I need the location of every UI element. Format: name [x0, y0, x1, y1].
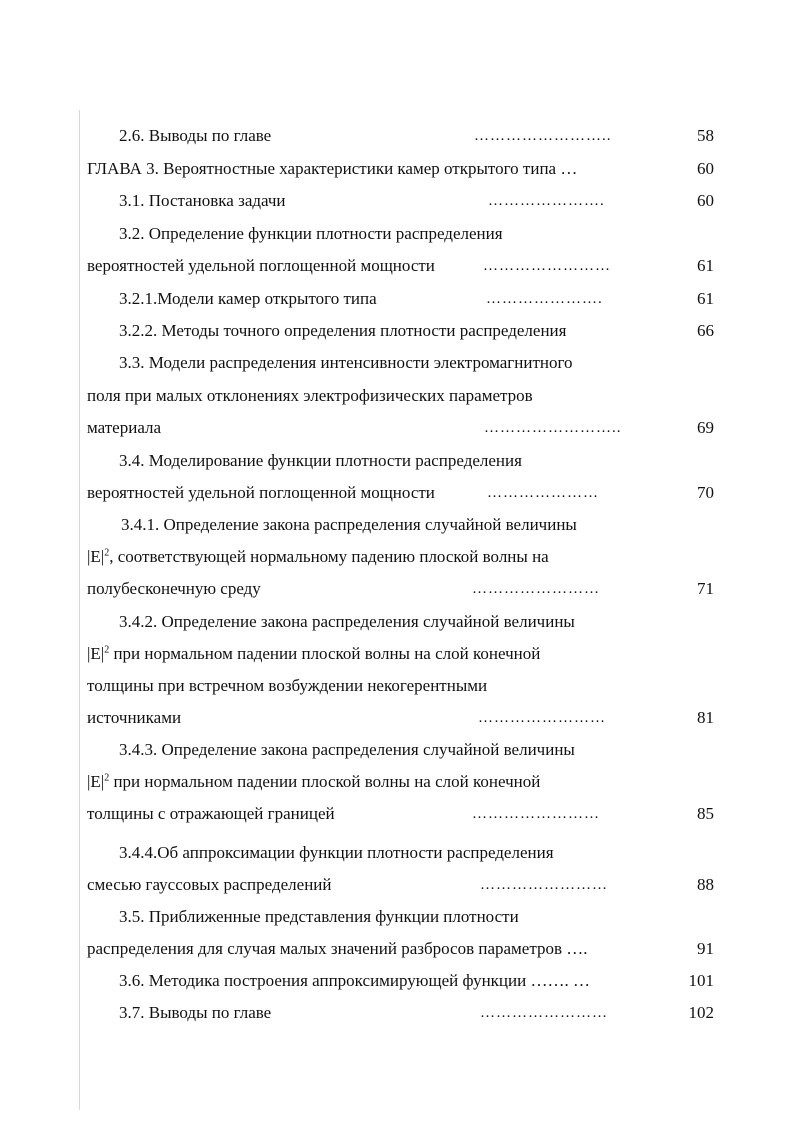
toc-entry-3-1-leader: ………………….	[488, 193, 605, 209]
toc-entry-3-5-line1: 3.5. Приближенные представления функции плотности	[119, 907, 519, 926]
toc-entry-3-4-3-line3: толщины с отражающей границей	[87, 804, 335, 823]
toc-entry-3-7-title: 3.7. Выводы по главе	[119, 1003, 272, 1022]
toc-entry-3-4-2-line2-text: при нормальном падении плоской волны на слой конечной	[109, 644, 541, 663]
toc-entry-3-1-title: 3.1. Постановка задачи	[119, 191, 286, 210]
toc-entry-3-2-leader: ……………………	[483, 258, 611, 274]
toc-entry-3-1-page: 60	[697, 191, 714, 210]
toc-entry-3-2-2-page: 66	[697, 321, 714, 340]
toc-entry-3-4-1-page: 71	[697, 579, 714, 598]
toc-entry-3-4-1-line3: полубесконечную среду	[87, 579, 261, 598]
superscript-2: 2	[104, 644, 110, 656]
toc-entry-3-3-leader: ……………………..	[484, 420, 622, 436]
superscript-2: 2	[104, 772, 110, 784]
toc-entry-3-4-3-line2-text: при нормальном падении плоской волны на слой конечной	[109, 772, 541, 791]
toc-entry-3-4-4-page: 88	[697, 875, 714, 894]
toc-entry-3-4-3-page: 85	[697, 804, 714, 823]
toc-entry-3-4-1-leader: ……………………	[472, 581, 600, 597]
toc-entry-3-4-line2: вероятностей удельной поглощенной мощности	[87, 483, 435, 502]
toc-entry-3-4-1-line2	[87, 543, 549, 571]
toc-entry-3-4-2-line2	[87, 640, 540, 668]
toc-entry-3-4-2-page: 81	[697, 708, 714, 727]
toc-entry-3-4-line1: 3.4. Моделирование функции плотности распределения	[119, 451, 522, 470]
toc-entry-3-3-line1: 3.3. Модели распределения интенсивности электромагнитного	[119, 353, 573, 372]
toc-entry-3-4-1-line1: 3.4.1. Определение закона распределения случайной величины	[121, 515, 577, 534]
toc-entry-3-6-page: 101	[688, 971, 714, 990]
toc-entry-3-3-line3: материала	[87, 418, 162, 437]
toc-entry-2-6-title: 2.6. Выводы по главе	[119, 126, 272, 145]
toc-entry-3-5-line2: распределения для случая малых значений разбросов параметров ….	[87, 939, 588, 958]
toc-entry-2-6-page: 58	[697, 126, 714, 145]
toc-entry-3-2-line2: вероятностей удельной поглощенной мощности	[87, 256, 435, 275]
toc-entry-3-2-2-title: 3.2.2. Методы точного определения плотности распределения	[119, 321, 567, 340]
toc-entry-3-4-4-leader: ……………………	[480, 877, 608, 893]
toc-entry-3-3-page: 69	[697, 418, 714, 437]
toc-entry-3-2-line1: 3.2. Определение функции плотности распределения	[119, 224, 503, 243]
toc-chapter-3-title: ГЛАВА 3. Вероятностные характеристики камер открытого типа …	[87, 159, 578, 178]
toc-entry-3-4-leader: …………………	[487, 485, 599, 501]
toc-entry-3-4-2-line1: 3.4.2. Определение закона распределения случайной величины	[119, 612, 575, 631]
toc-entry-3-4-2-line3: толщины при встречном возбуждении некогерентными	[87, 676, 488, 695]
toc-entry-3-4-3-leader: ……………………	[472, 806, 600, 822]
toc-entry-3-4-3-line2	[87, 768, 540, 796]
toc-entry-2-6-leader: ……………………..	[474, 128, 612, 144]
toc-entry-3-5-page: 91	[697, 939, 714, 958]
toc-entry-3-2-1-page: 61	[697, 289, 714, 308]
toc-entry-3-6-title: 3.6. Методика построения аппроксимирующей функции ……. …	[119, 971, 590, 990]
toc-entry-3-2-page: 61	[697, 256, 714, 275]
toc-entry-3-7-page: 102	[688, 1003, 714, 1022]
abs-e-symbol: |E|	[87, 772, 105, 791]
toc-entry-3-4-4-line1: 3.4.4.Об аппроксимации функции плотности распределения	[119, 843, 554, 862]
toc-entry-3-4-page: 70	[697, 483, 714, 502]
abs-e-symbol: |E|	[87, 547, 105, 566]
toc-entry-3-4-4-line2: смесью гауссовых распределений	[87, 875, 332, 894]
toc-entry-3-4-2-line4: источниками	[87, 708, 182, 727]
toc-entry-3-7-leader: ……………………	[480, 1005, 608, 1021]
superscript-2: 2	[104, 547, 110, 559]
toc-entry-3-4-2-leader: ……………………	[478, 710, 606, 726]
abs-e-symbol: |E|	[87, 644, 105, 663]
toc-entry-3-4-1-line2-text: , соответствующей нормальному падению плоской волны на	[109, 547, 549, 566]
toc-entry-3-3-line2: поля при малых отклонениях электрофизических параметров	[87, 386, 533, 405]
toc-entry-3-2-1-leader: ………………….	[486, 291, 603, 307]
toc-entry-3-2-1-title: 3.2.1.Модели камер открытого типа	[119, 289, 377, 308]
toc-chapter-3-page: 60	[697, 159, 714, 178]
toc-entry-3-4-3-line1: 3.4.3. Определение закона распределения случайной величины	[119, 740, 575, 759]
